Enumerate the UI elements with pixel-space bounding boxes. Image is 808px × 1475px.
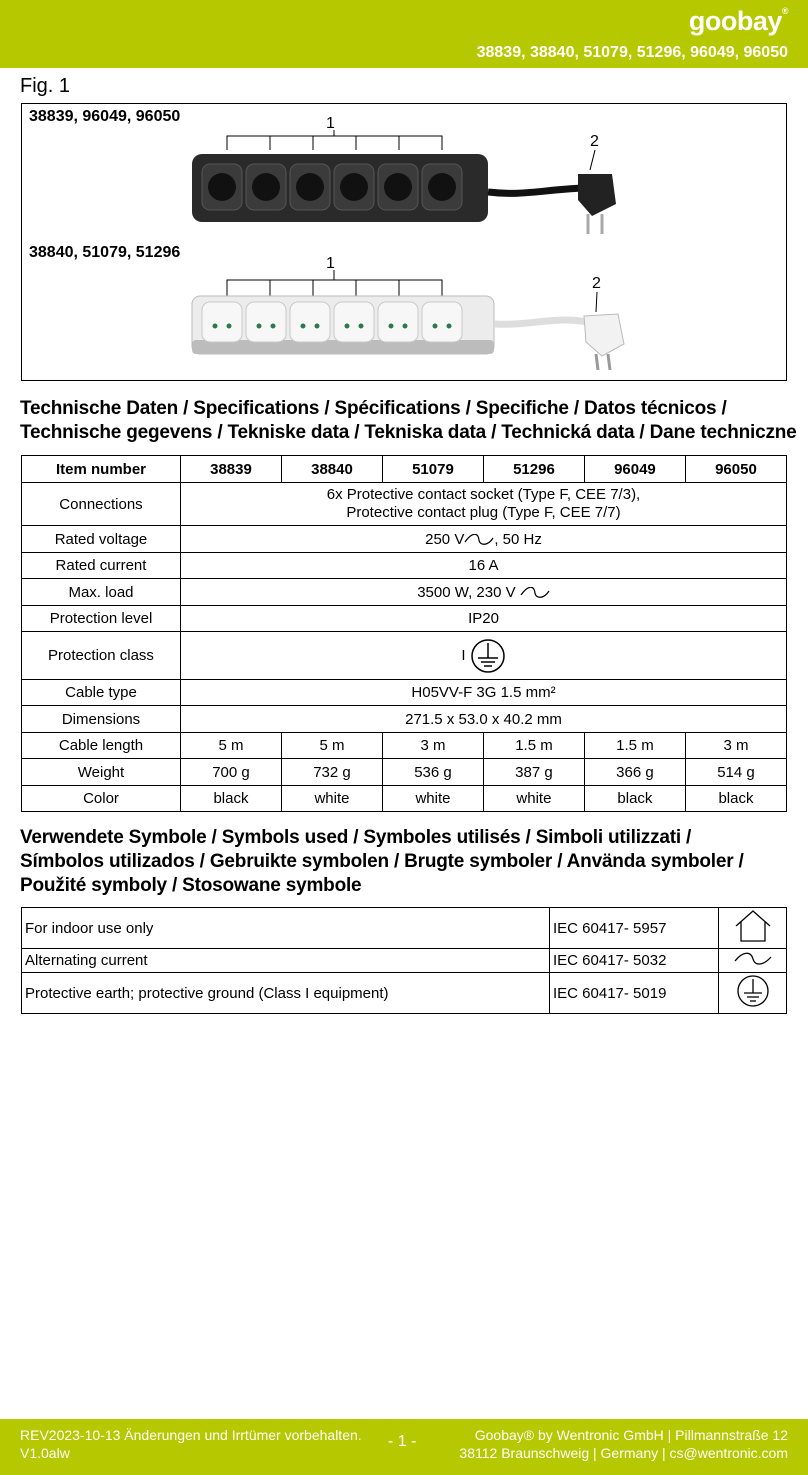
table-row: [22, 632, 787, 680]
table-row: [22, 579, 787, 606]
table-row: [22, 680, 787, 706]
protective-earth-icon: [470, 638, 506, 674]
cable-length-cell: 3 m: [382, 733, 483, 759]
table-row: [22, 733, 787, 759]
table-row: [22, 706, 787, 733]
table-row: [22, 973, 787, 1014]
cable-length-label: Cable length: [22, 733, 181, 759]
color-cell: black: [584, 786, 685, 812]
footer-left: [20, 1426, 362, 1462]
cable-length-cell: 1.5 m: [483, 733, 584, 759]
spec-table: [21, 455, 787, 812]
symbol-desc: Protective earth; protective ground (Class I equipment): [22, 973, 550, 1014]
symbols-heading-line3: Použité symboly / Stosowane symbole: [20, 875, 362, 896]
protection-level-label: Protection level: [22, 606, 181, 632]
load-value: 3500 W, 230 V: [181, 579, 787, 606]
item-cell: 38839: [181, 456, 282, 483]
connections-label: Connections: [22, 483, 181, 526]
voltage-value: 250 V , 50 Hz: [181, 526, 787, 553]
ac-icon: [520, 587, 550, 599]
brand-logo: goobay®: [688, 6, 788, 36]
symbol-desc: For indoor use only: [22, 908, 550, 949]
weight-cell: 700 g: [181, 759, 282, 786]
current-label: Rated current: [22, 553, 181, 579]
symbol-icon-cell: [719, 908, 787, 949]
table-row: [22, 483, 787, 526]
load-label: Max. load: [22, 579, 181, 606]
cable-length-cell: 1.5 m: [584, 733, 685, 759]
dimensions-label: Dimensions: [22, 706, 181, 733]
table-row: [22, 786, 787, 812]
callout-1-white: 1: [326, 255, 335, 272]
voltage-label: Rated voltage: [22, 526, 181, 553]
footer-revision: REV2023-10-13 Änderungen und Irrtümer vorbehalten.: [20, 1427, 362, 1443]
group-black-label: 38839, 96049, 96050: [29, 108, 181, 125]
table-row: [22, 606, 787, 632]
page-number: - 1 -: [388, 1433, 417, 1450]
spec-heading: [20, 397, 797, 445]
cable-type-value: H05VV-F 3G 1.5 mm²: [181, 680, 787, 706]
callout-2-white: 2: [592, 275, 601, 292]
callout-2-black: 2: [590, 133, 599, 150]
item-cell: 51079: [382, 456, 483, 483]
color-cell: white: [382, 786, 483, 812]
color-cell: black: [181, 786, 282, 812]
cable-length-cell: 3 m: [685, 733, 786, 759]
spec-heading-line1: Technische Daten / Specifications / Spécifications / Specifiche / Datos técnicos /: [20, 398, 727, 419]
header-bar: [0, 0, 808, 68]
weight-cell: 732 g: [281, 759, 382, 786]
figure-label: Fig. 1: [20, 75, 71, 97]
color-cell: white: [483, 786, 584, 812]
item-cell: 96049: [584, 456, 685, 483]
ac-icon: [733, 952, 773, 966]
item-cell: 51296: [483, 456, 584, 483]
color-cell: black: [685, 786, 786, 812]
connections-line1: 6x Protective contact socket (Type F, CEE 7/3),: [326, 486, 641, 503]
protective-earth-icon: [735, 973, 771, 1009]
weight-label: Weight: [22, 759, 181, 786]
table-row: [22, 949, 787, 973]
color-label: Color: [22, 786, 181, 812]
cable-type-label: Cable type: [22, 680, 181, 706]
item-number-label: Item number: [22, 456, 181, 483]
black-plug: [578, 174, 616, 216]
footer-company: Goobay® by Wentronic GmbH | Pillmannstraße 12: [474, 1427, 788, 1443]
connections-line2: Protective contact plug (Type F, CEE 7/7): [346, 504, 621, 521]
symbols-heading-line1: Verwendete Symbole / Symbols used / Symboles utilisés / Simboli utilizzati /: [20, 827, 692, 848]
symbol-icon-cell: [719, 973, 787, 1014]
table-row: [22, 553, 787, 579]
cable-length-cell: 5 m: [181, 733, 282, 759]
color-cell: white: [281, 786, 382, 812]
callout-1-black: 1: [326, 115, 335, 132]
cable-length-cell: 5 m: [281, 733, 382, 759]
table-row: [22, 526, 787, 553]
item-cell: 96050: [685, 456, 786, 483]
symbol-icon-cell: [719, 949, 787, 973]
dimensions-value: 271.5 x 53.0 x 40.2 mm: [181, 706, 787, 733]
symbol-desc: Alternating current: [22, 949, 550, 973]
table-row: [22, 908, 787, 949]
white-plug: [584, 314, 624, 356]
item-cell: 38840: [281, 456, 382, 483]
indoor-house-icon: [733, 908, 773, 944]
protection-class-label: Protection class: [22, 632, 181, 680]
footer-address: 38112 Braunschweig | Germany | cs@wentronic.com: [459, 1445, 788, 1461]
ac-icon: [464, 534, 494, 546]
symbol-standard: IEC 60417- 5957: [550, 908, 719, 949]
symbols-heading: [20, 826, 744, 898]
symbol-standard: IEC 60417- 5019: [550, 973, 719, 1014]
product-figure: [21, 103, 787, 381]
weight-cell: 387 g: [483, 759, 584, 786]
symbols-heading-line2: Símbolos utilizados / Gebruikte symbolen / Brugte symboler / Använda symboler /: [20, 851, 744, 872]
spec-heading-line2: Technische gegevens / Tekniske data / Tekniska data / Technická data / Dane techniczne: [20, 422, 797, 443]
table-row: [22, 456, 787, 483]
symbol-standard: IEC 60417- 5032: [550, 949, 719, 973]
current-value: 16 A: [181, 553, 787, 579]
weight-cell: 514 g: [685, 759, 786, 786]
footer-version: V1.0alw: [20, 1445, 70, 1461]
protection-class-value: I: [181, 632, 787, 680]
weight-cell: 366 g: [584, 759, 685, 786]
weight-cell: 536 g: [382, 759, 483, 786]
footer-bar: [0, 1419, 808, 1475]
connections-value: [181, 483, 787, 526]
table-row: [22, 759, 787, 786]
symbols-table: [21, 907, 787, 1014]
model-numbers: 38839, 38840, 51079, 51296, 96049, 96050: [476, 44, 788, 61]
power-strip-illustration: [22, 104, 786, 380]
group-white-label: 38840, 51079, 51296: [29, 244, 181, 261]
protection-level-value: IP20: [181, 606, 787, 632]
footer-right: [459, 1426, 788, 1462]
